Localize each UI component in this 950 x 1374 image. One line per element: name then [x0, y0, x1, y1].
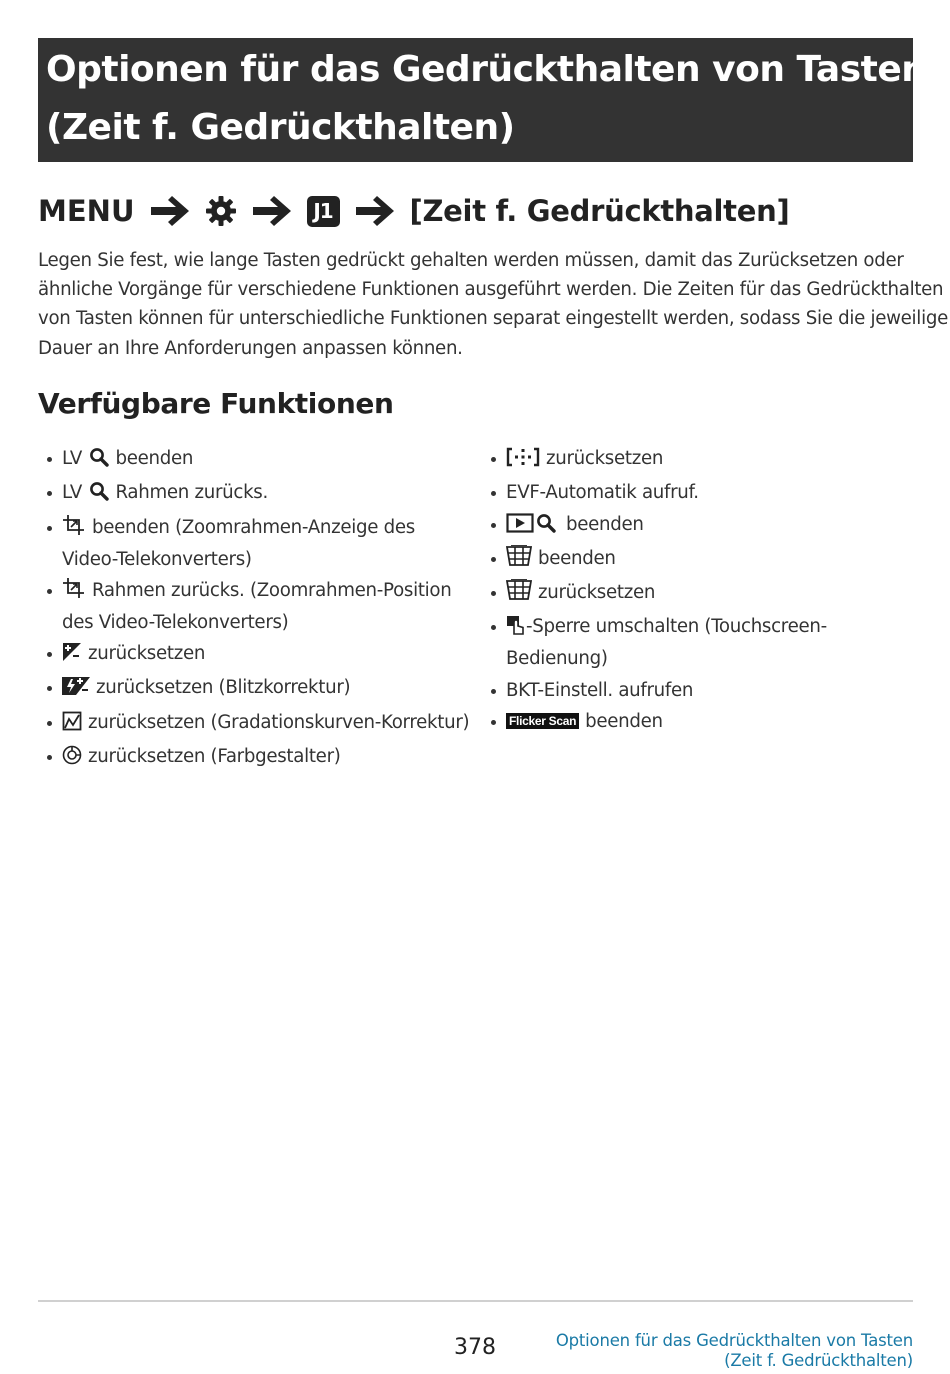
list-item [488, 444, 908, 476]
tele-converter-icon [62, 577, 86, 608]
list-item-text: Rahmen zurücks. [115, 482, 268, 504]
page-title-line-2: (Zeit f. Gedrückthalten) [46, 107, 515, 148]
list-item [44, 444, 474, 476]
list-item [44, 478, 474, 510]
list-item-text: EVF-Automatik aufruf. [506, 482, 699, 504]
list-item-text: zurücksetzen (Blitzkorrektur) [96, 677, 351, 699]
list-item-text: beenden [115, 448, 194, 469]
lv-label: LV [62, 448, 82, 469]
color-creator-icon [62, 745, 82, 774]
magnifier-icon [89, 481, 109, 510]
list-item-text-cont: Bedienung) [506, 648, 608, 670]
tone-curve-icon [62, 711, 82, 740]
footer-link-line[interactable]: (Zeit f. Gedrückthalten) [724, 1351, 913, 1370]
footer-divider [38, 1300, 913, 1302]
list-item [44, 513, 474, 574]
list-item [488, 510, 908, 542]
menu-label: MENU [38, 194, 135, 228]
tele-converter-icon [62, 514, 86, 545]
gear-icon [205, 195, 237, 227]
j1-tab-icon: J1 [307, 196, 340, 227]
arrow-right-icon [354, 196, 398, 226]
list-item [44, 639, 474, 671]
list-item-text-cont: des Video-Telekonverters) [62, 611, 289, 633]
arrow-right-icon [251, 196, 295, 226]
list-item-text-cont: Video-Telekonverters) [62, 548, 252, 570]
menu-path [38, 188, 789, 234]
list-item-text: zurücksetzen [88, 643, 206, 665]
list-item-text: zurücksetzen [538, 582, 656, 604]
arrow-right-icon [149, 196, 193, 226]
intro-line: Dauer an Ihre Anforderungen anpassen können. [38, 337, 463, 359]
list-item-text: BKT-Einstell. aufrufen [506, 679, 694, 701]
multi-function-grid-icon [506, 545, 532, 576]
list-item [488, 676, 908, 705]
footer-section-link[interactable] [556, 1331, 913, 1371]
list-item-text: -Sperre umschalten (Touchscreen- [526, 616, 827, 638]
list-item-text: beenden [538, 547, 616, 569]
list-item [44, 708, 474, 740]
list-item-text: beenden [566, 513, 644, 535]
intro-paragraph [38, 246, 948, 363]
intro-line: ähnliche Vorgänge für verschiedene Funktionen ausgeführt werden. Die Zeiten für das Gedrückthalten [38, 279, 944, 301]
functions-list-left [44, 444, 474, 776]
playback-magnifier-icon [506, 513, 560, 542]
list-item [488, 478, 908, 507]
page-title-banner [38, 38, 927, 162]
exposure-compensation-icon [62, 642, 82, 671]
footer-link-line[interactable]: Optionen für das Gedrückthalten von Tasten [555, 1331, 913, 1350]
section-title: Verfügbare Funktionen [38, 387, 394, 420]
intro-line: von Tasten können für unterschiedliche Funktionen separat eingestellt werden, sodass Sie die jeweilige [38, 308, 948, 330]
menu-target-item: [Zeit f. Gedrückthalten] [409, 194, 790, 228]
flash-compensation-icon [62, 676, 90, 705]
list-item-text: beenden (Zoomrahmen-Anzeige des [92, 516, 415, 538]
list-item [44, 673, 474, 705]
magnifier-icon [89, 447, 109, 476]
touch-lock-icon [506, 615, 526, 644]
page-title-line-1: Optionen für das Gedrückthalten von Tasten [46, 49, 927, 90]
list-item-text: Rahmen zurücks. (Zoomrahmen-Position [92, 579, 452, 601]
list-item [44, 576, 474, 637]
list-item [488, 612, 908, 673]
page-number: 378 [454, 1335, 496, 1360]
multi-function-grid-icon [506, 579, 532, 610]
intro-line: Legen Sie fest, wie lange Tasten gedrückt gehalten werden müssen, damit das Zurücksetzen oder [38, 250, 904, 271]
af-target-icon [506, 447, 540, 476]
list-item [488, 544, 908, 576]
list-item [44, 742, 474, 774]
functions-list-right [488, 444, 908, 738]
list-item [488, 578, 908, 610]
list-item [488, 707, 908, 736]
list-item-text: zurücksetzen [546, 448, 664, 469]
flicker-scan-badge: Flicker Scan [506, 713, 579, 729]
list-item-text: zurücksetzen (Gradationskurven-Korrektur) [88, 711, 470, 733]
list-item-text: zurücksetzen (Farbgestalter) [88, 746, 341, 768]
list-item-text: beenden [585, 711, 663, 733]
lv-label: LV [62, 482, 82, 504]
